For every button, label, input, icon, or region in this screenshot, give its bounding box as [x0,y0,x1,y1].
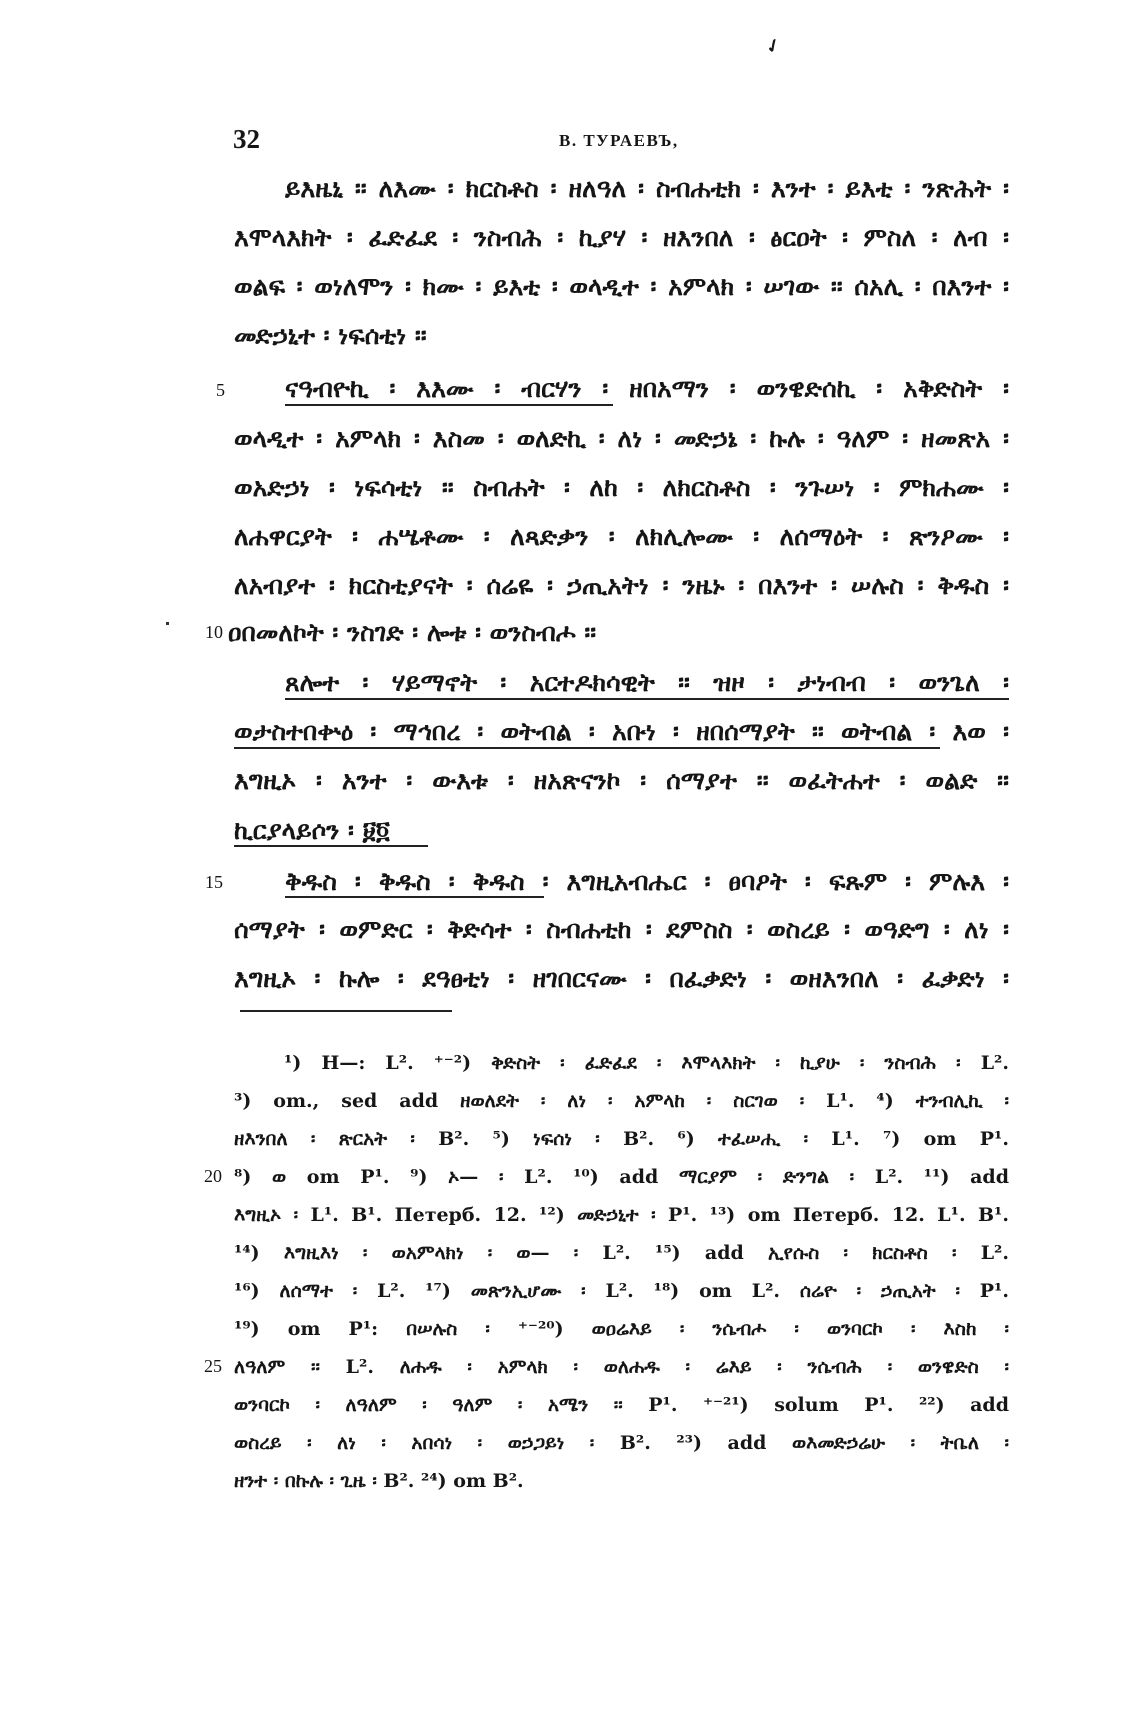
underline-rule [234,747,940,749]
footnote-line: ¹⁹) om P¹: በሠሉስ ፡ ⁺⁻²⁰) ወዐሬእይ ፡ ንሴብሖ ፡ ወንባርኮ ፡ እስከ ፡ [234,1318,1009,1340]
text-line: ኪርያላይሶን ፡ ፱፬ [234,816,390,845]
text-line: ሰማያት ፡ ወምድር ፡ ቅድሳተ ፡ ስብሐቲከ ፡ ደምስስ ፡ ወስረይ ፡ ወዓድግ ፡ ለነ ፡ [234,915,1009,944]
footnote-line: ¹⁴) እግዚእነ ፡ ወአምላክነ ፡ ወ— ፡ L². ¹⁵) add ኢየሱስ ፡ ክርስቶስ ፡ L². [234,1242,1009,1264]
page-number: 32 [233,124,260,154]
text-line: ለሐዋርያት ፡ ሐሤቶሙ ፡ ለጻድቃን ፡ ለክሊሎሙ ፡ ለሰማዕት ፡ ጽንዖሙ ፡ [234,522,1009,551]
text-line: ወታስተበቍዕ ፡ ማኅበረ ፡ ወትብል ፡ አቡነ ፡ ዘበሰማያት ፡፡ ወትብል ፡ እወ ፡ [234,717,1009,746]
underline-rule [285,896,544,898]
footnote-line: ¹) H—: L². ⁺⁻²) ቅድስት ፡ ፈድፈደ ፡ እሞላእክት ፡ ኪያሁ ፡ ንስብሕ ፡ L². [284,1052,1009,1074]
footnote-rule [240,1010,452,1012]
underline-rule [285,404,613,406]
footnote-line: ለዓለም ፡፡ L². ለሐዱ ፡ አምላክ ፡ ወለሐዱ ፡ ሬእይ ፡ ንሴብሕ ፡ ወንዌድስ ፡ [234,1356,1009,1378]
line-number: 25 [204,1356,222,1376]
line-number: 10 [205,622,223,642]
text-line: ይእዜኒ ፡፡ ለእሙ ፡ ክርስቶስ ፡ ዘለዓለ ፡ ስብሐቲክ ፡ እንተ ፡ ይእቲ ፡ ንጽሕት ፡ [285,174,1009,203]
running-head: В. ТУРАЕВЪ, [559,131,679,150]
margin-dot [166,622,169,625]
footnote-line: ወንባርኮ ፡ ለዓለም ፡ ዓለም ፡ አሜን ፡፡ P¹. ⁺⁻²¹) solum P¹. ²²) add [234,1394,1009,1416]
footnote-line: ⁸) ወ om P¹. ⁹) ኦ— ፡ L². ¹⁰) add ማርያም ፡ ድንግል ፡ L². ¹¹) add [234,1166,1009,1188]
underline-rule [234,845,428,847]
line-number: 15 [205,872,223,892]
footnote-line: ዘንተ ፡ በኩሉ ፡ ጊዜ ፡ B². ²⁴) om B². [234,1470,524,1492]
footnote-line: እግዚኦ ፡ L¹. B¹. Петерб. 12. ¹²) መድኃኒተ ፡ P¹. ¹³) om Петерб. 12. L¹. B¹. [234,1204,1009,1226]
text-line: ጸሎተ ፡ ሃይማኖት ፡ አርተዶክሳዊት ፡፡ ዝዞ ፡ ታነብብ ፡ ወንጌለ ፡ [285,668,1009,697]
underline-rule [285,698,1009,700]
text-line: እግዚኦ ፡ አንተ ፡ ውእቱ ፡ ዘአጽናንኮ ፡ ሰማያተ ፡፡ ወፈትሐተ ፡ ወልድ ፡፡ [234,766,1009,795]
text-line: መድኃኒተ ፡ ነፍሰቲነ ፡፡ [234,321,427,350]
text-line: ለአብያተ ፡ ክርስቲያናት ፡ ሰሬዬ ፡ ኃጢአትነ ፡ ንዜኑ ፡ በእንተ ፡ ሠሉስ ፡ ቅዱስ ፡ [234,571,1009,600]
text-line: ናዓብዮኪ ፡ እእሙ ፡ ብርሃን ፡ ዘበአማን ፡ ወንዌድሰኪ ፡ አቅድስት ፡ [285,374,1009,403]
footnote-line: ³) om., sed add ዘወለደት ፡ ለነ ፡ አምላከ ፡ ስርገወ ፡ L¹. ⁴) ተንብሊኪ ፡ [234,1090,1009,1112]
text-line: ዐበመለኮት ፡ ንስገድ ፡ ሎቱ ፡ ወንስብሖ ፡፡ [228,618,597,647]
line-number: 20 [204,1166,222,1186]
line-number: 5 [216,380,225,400]
text-line: እግዚኦ ፡ ኩሎ ፡ ደዓፀቲነ ፡ ዘገበርናሙ ፡ በፈቃድነ ፡ ወዘእንበለ ፡ ፈቃድነ ፡ [234,964,1009,993]
text-line: እሞላእክት ፡ ፈድፈደ ፡ ንስብሕ ፡ ኪያሃ ፡ ዘእንበለ ፡ ፅርዐት ፡ ምስለ ፡ ለብ ፡ [234,223,1009,252]
text-line: ወላዲተ ፡ አምላክ ፡ እስመ ፡ ወለድኪ ፡ ለነ ፡ መድኃኔ ፡ ኩሉ ፡ ዓለም ፡ ዘመጽአ ፡ [234,424,1009,453]
text-line: ቅዱስ ፡ ቅዱስ ፡ ቅዱስ ፡ እግዚአብሔር ፡ ፀባዖት ፡ ፍጹም ፡ ምሉእ ፡ [285,867,1009,896]
footnote-line: ¹⁶) ለሰማተ ፡ L². ¹⁷) መጽንኢሆሙ ፡ L². ¹⁸) om L². ሰሬዮ ፡ ኃጢአት ፡ P¹. [234,1280,1009,1302]
ink-mark: ✓ [762,33,785,60]
footnote-line: ዘእንበለ ፡ ጽርአት ፡ B². ⁵) ነፍሰነ ፡ B². ⁶) ተፈሠሒ ፡ L¹. ⁷) om P¹. [234,1128,1009,1150]
footnote-line: ወስረይ ፡ ለነ ፡ አበሳነ ፡ ወኃጋይነ ፡ B². ²³) add ወእመድኃሬሁ ፡ ትቤለ ፡ [234,1432,1009,1454]
text-line: ወልፍ ፡ ወነለሞን ፡ ክሙ ፡ ይእቲ ፡ ወላዲተ ፡ አምላክ ፡ ሠገው ፡፡ ሰአሊ ፡ በእንተ ፡ [234,272,1009,301]
text-line: ወአድኃነ ፡ ነፍሳቲነ ፡፡ ስብሐት ፡ ለከ ፡ ለክርስቶስ ፡ ንጉሠነ ፡ ምክሐሙ ፡ [234,473,1009,502]
